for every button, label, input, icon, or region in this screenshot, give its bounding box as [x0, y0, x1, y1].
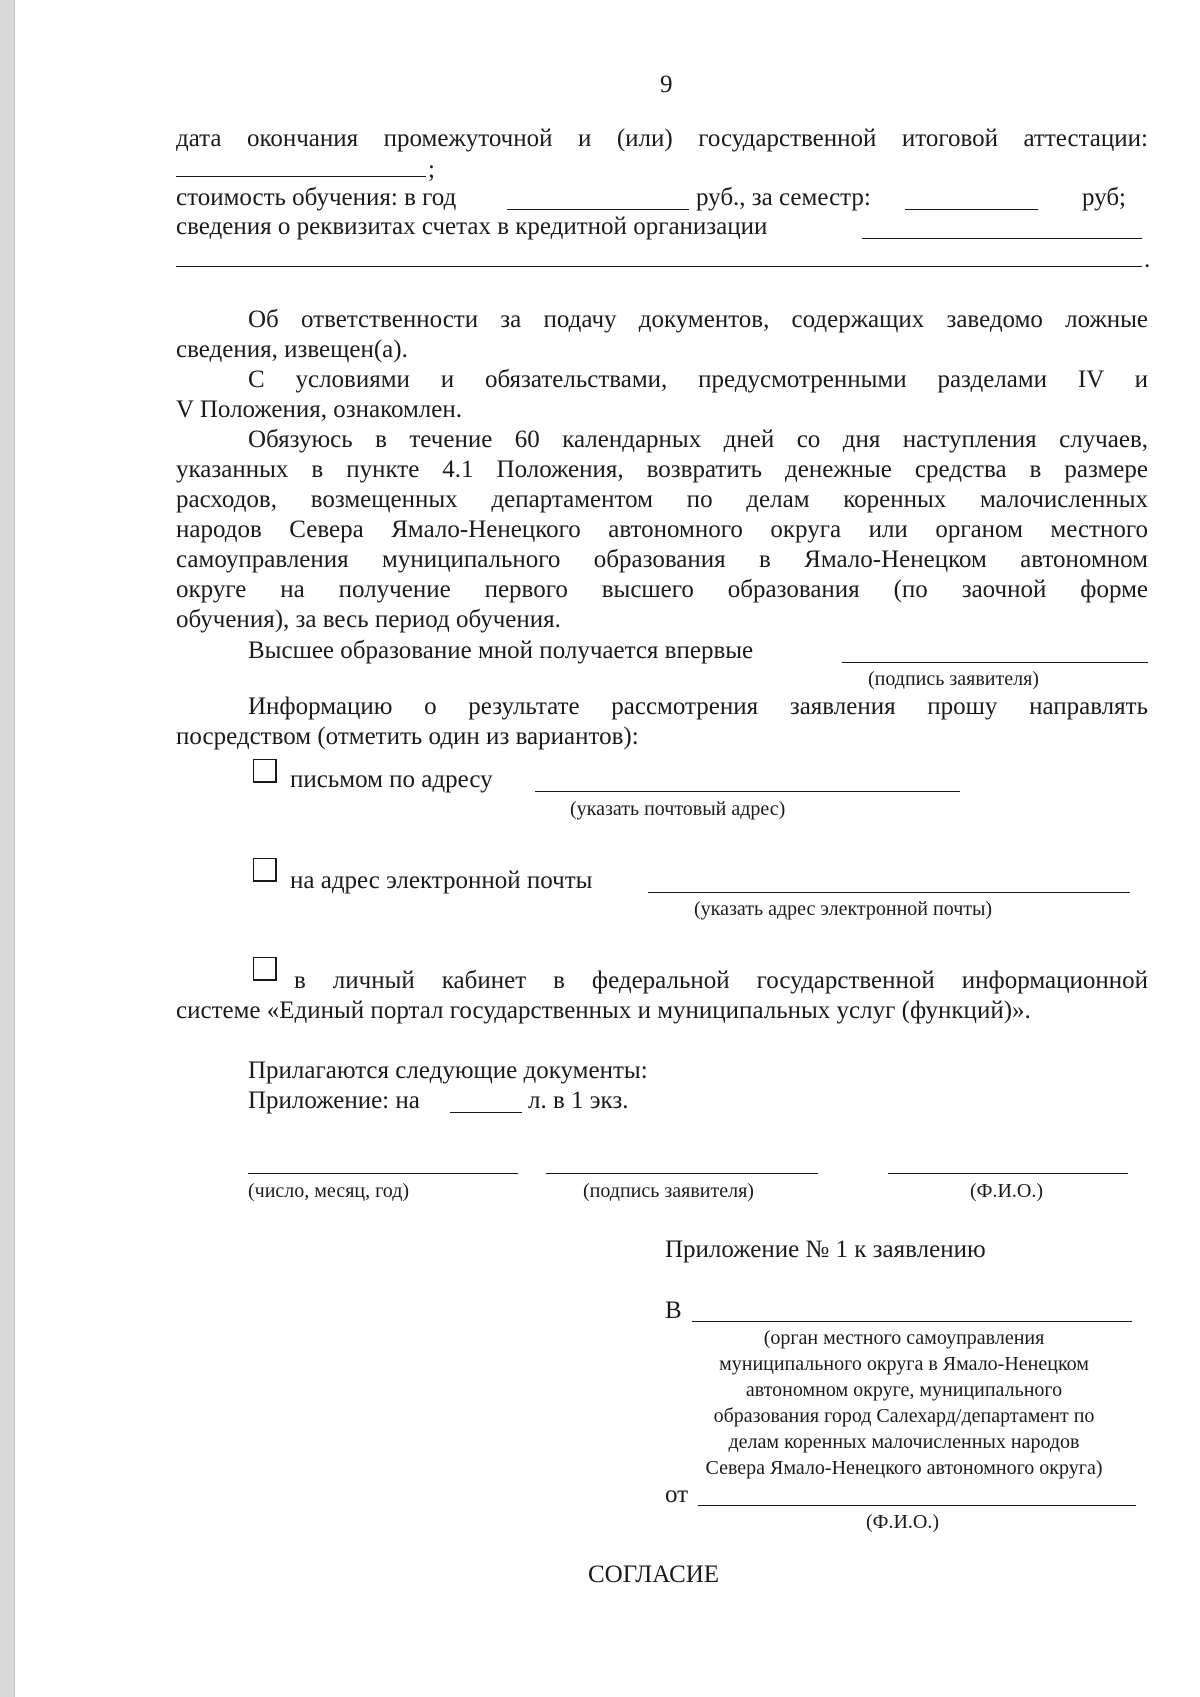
org-caption-line: Севера Ямало-Ненецкого автономного округа) [705, 1457, 1103, 1479]
obligation-line: самоуправления муниципального образования в Ямало-Ненецком автономном [176, 546, 1148, 573]
appendix1-recipient-field[interactable] [692, 1321, 1132, 1322]
scan-edge [0, 0, 14, 1697]
bank-details-label: сведения о реквизитах счетах в кредитной организации [176, 213, 768, 240]
attestation-end-label: дата окончания промежуточной и (или) государственной итоговой аттестации: [176, 125, 1148, 152]
cost-year-label: стоимость обучения: в год [176, 184, 457, 211]
obligation-line: указанных в пункте 4.1 Положения, возвратить денежные средства в размере [176, 456, 1148, 483]
option-email-checkbox[interactable] [253, 858, 277, 882]
notification-line1: Информацию о результате рассмотрения заявления прошу направлять [248, 693, 1148, 720]
scan-edge-line [14, 0, 15, 1697]
bank-details-field-line2[interactable] [176, 266, 1142, 267]
appendix1-name-caption: (Ф.И.О.) [866, 1511, 940, 1533]
bank-details-field[interactable] [862, 238, 1142, 239]
responsibility-line1: Об ответственности за подачу документов, содержащих заведомо ложные [248, 306, 1148, 333]
first-degree-label: Высшее образование мной получается впервые [248, 637, 754, 664]
conditions-line1: С условиями и обязательствами, предусмотренными разделами IV и [248, 366, 1148, 393]
semicolon: ; [428, 156, 435, 183]
obligation-line: народов Севера Ямало-Ненецкого автономного округа или органом местного [176, 516, 1148, 543]
email-address-caption: (указать адрес электронной почты) [694, 898, 993, 920]
email-address-field[interactable] [648, 892, 1130, 893]
name-field[interactable] [888, 1173, 1128, 1174]
appendix1-title: Приложение № 1 к заявлению [665, 1236, 986, 1263]
option-postal-label: письмом по адресу [290, 766, 493, 793]
signature-field[interactable] [546, 1173, 818, 1174]
attestation-end-date-field[interactable] [176, 176, 426, 177]
first-degree-signature-caption: (подпись заявителя) [868, 668, 1039, 690]
obligation-line: Обязуюсь в течение 60 календарных дней со дня наступления случаев, [248, 426, 1148, 453]
appendix1-to-prefix: В [665, 1297, 682, 1324]
notification-line2: посредством (отметить один из вариантов): [176, 723, 639, 750]
signature-caption: (подпись заявителя) [583, 1180, 754, 1202]
appendix-suffix: л. в 1 экз. [528, 1087, 629, 1114]
date-field[interactable] [248, 1173, 518, 1174]
obligation-last-line: обучения), за весь период обучения. [176, 606, 561, 633]
consent-title: СОГЛАСИЕ [588, 1561, 720, 1588]
option-gosuslugi-label-line2: системе «Единый портал государственных и муниципальных услуг (функций)». [176, 997, 1031, 1024]
obligation-line: расходов, возмещенных департаментом по делам коренных малочисленных [176, 486, 1148, 513]
responsibility-line2: сведения, извещен(а). [176, 336, 408, 363]
appendix-prefix: Приложение: на [248, 1087, 420, 1114]
page-number: 9 [660, 71, 673, 98]
org-caption-line: муниципального округа в Ямало-Ненецком [719, 1353, 1089, 1375]
cost-year-field[interactable] [507, 209, 689, 210]
option-email-label: на адрес электронной почты [290, 867, 593, 894]
bank-details-period: . [1144, 246, 1151, 273]
option-gosuslugi-label: в личный кабинет в федеральной государственной информационной [294, 967, 1148, 994]
cost-semester-label: руб., за семестр: [696, 184, 871, 211]
appendix1-from-prefix: от [665, 1481, 689, 1508]
org-caption-line: делам коренных малочисленных народов [728, 1431, 1080, 1453]
cost-semester-field[interactable] [905, 209, 1038, 210]
org-caption-line: автономном округе, муниципального [745, 1379, 1063, 1401]
cost-rub-end: руб; [1082, 184, 1127, 211]
obligation-line: округе на получение первого высшего образования (по заочной форме [176, 576, 1148, 603]
date-caption: (число, месяц, год) [248, 1180, 410, 1202]
first-degree-signature-field[interactable] [842, 662, 1148, 663]
name-caption: (Ф.И.О.) [970, 1180, 1044, 1202]
conditions-line2: V Положения, ознакомлен. [176, 396, 462, 423]
appendix-sheets-field[interactable] [450, 1112, 522, 1113]
appendix1-sender-field[interactable] [698, 1505, 1136, 1506]
postal-address-caption: (указать почтовый адрес) [570, 798, 786, 820]
option-gosuslugi-checkbox[interactable] [253, 957, 277, 981]
attachments-header: Прилагаются следующие документы: [248, 1057, 648, 1084]
postal-address-field[interactable] [535, 791, 960, 792]
option-postal-checkbox[interactable] [253, 759, 277, 783]
org-caption-line: (орган местного самоуправления [763, 1327, 1045, 1349]
org-caption-line: образования город Салехард/департамент по [713, 1405, 1095, 1427]
